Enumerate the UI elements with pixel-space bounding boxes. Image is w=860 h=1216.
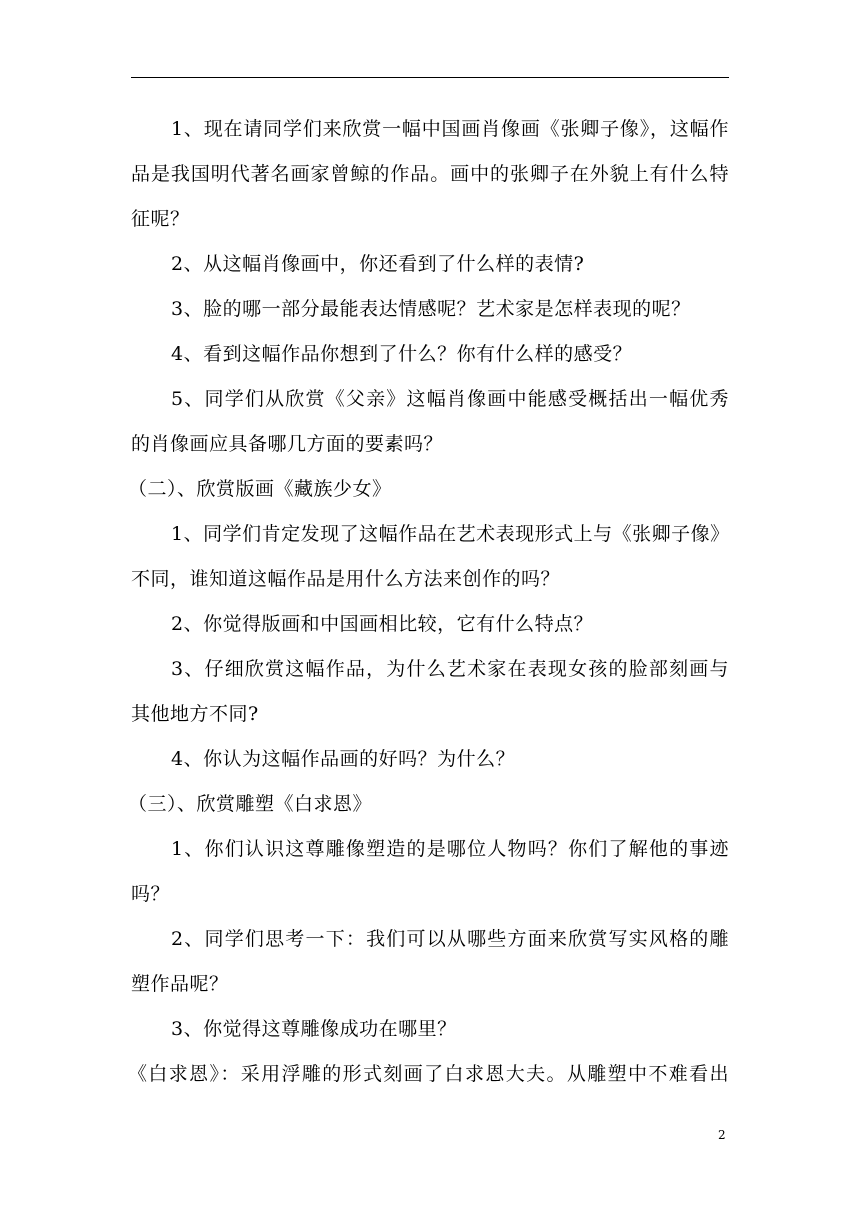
header-rule [131, 77, 729, 78]
paragraph-line: 5、同学们从欣赏《父亲》这幅肖像画中能感受概括出一幅优秀 [171, 388, 729, 410]
paragraph-line: 1、你们认识这尊雕像塑造的是哪位人物吗？你们了解他的事迹 [171, 838, 729, 860]
paragraph-line: 4、你认为这幅作品画的好吗？为什么？ [171, 748, 516, 770]
section-heading: （三）、欣赏雕塑《白求恩》 [128, 793, 373, 815]
paragraph-line: 2、从这幅肖像画中，你还看到了什么样的表情? [171, 253, 585, 275]
paragraph-line: 1、现在请同学们来欣赏一幅中国画肖像画《张卿子像》，这幅作 [171, 118, 729, 140]
paragraph-line: 《白求恩》：采用浮雕的形式刻画了白求恩大夫。从雕塑中不难看出 [128, 1063, 729, 1085]
paragraph-line: 4、看到这幅作品你想到了什么？你有什么样的感受？ [171, 343, 633, 365]
section-heading: （二）、欣赏版画《藏族少女》 [128, 478, 392, 500]
paragraph-line: 1、同学们肯定发现了这幅作品在艺术表现形式上与《张卿子像》 [171, 523, 730, 545]
paragraph-line: 3、脸的哪一部分最能表达情感呢？艺术家是怎样表现的呢？ [171, 298, 691, 320]
paragraph-line: 吗？ [131, 883, 171, 905]
paragraph-line: 其他地方不同? [131, 703, 259, 725]
paragraph-line: 3、你觉得这尊雕像成功在哪里？ [171, 1018, 457, 1040]
paragraph-line: 的肖像画应具备哪几方面的要素吗？ [131, 433, 444, 455]
paragraph-line: 2、同学们思考一下：我们可以从哪些方面来欣赏写实风格的雕 [171, 928, 729, 950]
paragraph-line: 不同，谁知道这幅作品是用什么方法来创作的吗？ [131, 568, 561, 590]
page-number: 2 [718, 1128, 726, 1142]
paragraph-line: 3、仔细欣赏这幅作品，为什么艺术家在表现女孩的脸部刻画与 [171, 658, 729, 680]
paragraph-line: 征呢？ [131, 208, 190, 230]
paragraph-line: 品是我国明代著名画家曾鲸的作品。画中的张卿子在外貌上有什么特 [131, 163, 729, 185]
paragraph-line: 2、你觉得版画和中国画相比较，它有什么特点？ [171, 613, 594, 635]
paragraph-line: 塑作品呢？ [131, 973, 229, 995]
